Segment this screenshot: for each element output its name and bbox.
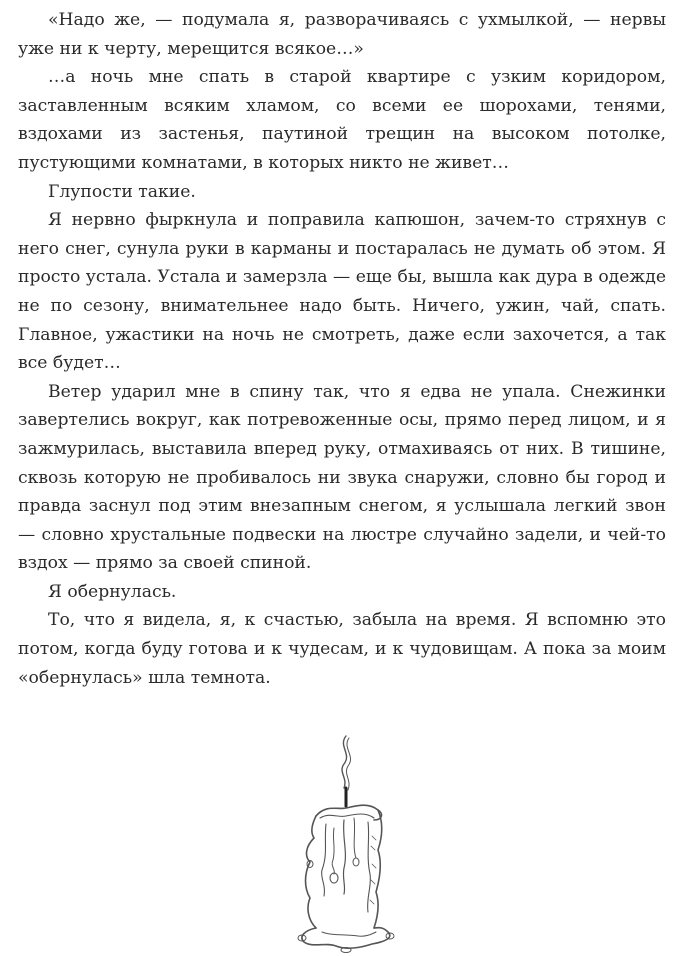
paragraph-6: Я обернулась. — [48, 581, 177, 602]
paragraph-3: Глупости такие. — [48, 181, 196, 202]
paragraph-1: «Надо же, — подумала я, разворачиваясь с ухмылкой, — нервы уже ни к черту, мерещится всякое…» — [18, 10, 666, 59]
body-text — [18, 6, 666, 692]
paragraph-7: То, что я видела, я, к счастью, забыла на время. Я вспомню это потом, когда буду готова и к чудесам, и к чудовищам. А пока за моим «обернулась» шла темнота. — [18, 610, 666, 688]
paragraph-4: Я нервно фыркнула и поправила капюшон, зачем-то стряхнув с него снег, сунула руки в карманы и постаралась не думать об этом. Я просто устала. Устала и замерзла — еще бы, вышла как дура в одежде не по сезону, внимательнее надо быть. Ничего, ужин, чай, спать. Главное, ужастики на ночь не смотреть, даже если захочется, а так все будет… — [18, 210, 666, 374]
paragraph-2: …а ночь мне спать в старой квартире с узким коридором, заставленным всяким хламом, со всеми ее шорохами, тенями, вздохами из застенья, паутиной трещин на высоком потолке, пустующими комнатами, в которых никто не живет… — [18, 67, 666, 173]
candle-icon — [286, 728, 406, 954]
paragraph-5: Ветер ударил мне в спину так, что я едва не упала. Снежинки завертелись вокруг, как потревоженные осы, прямо перед лицом, и я зажмурилась, выставила вперед руку, отмахиваясь от них. В тишине, сквозь которую не пробивалось ни звука снаружи, словно бы город и правда заснул под этим внезапным снегом, я услышала легкий звон — словно хрустальные подвески на люстре случайно задели, и чей-то вздох — прямо за своей спиной. — [18, 381, 666, 574]
